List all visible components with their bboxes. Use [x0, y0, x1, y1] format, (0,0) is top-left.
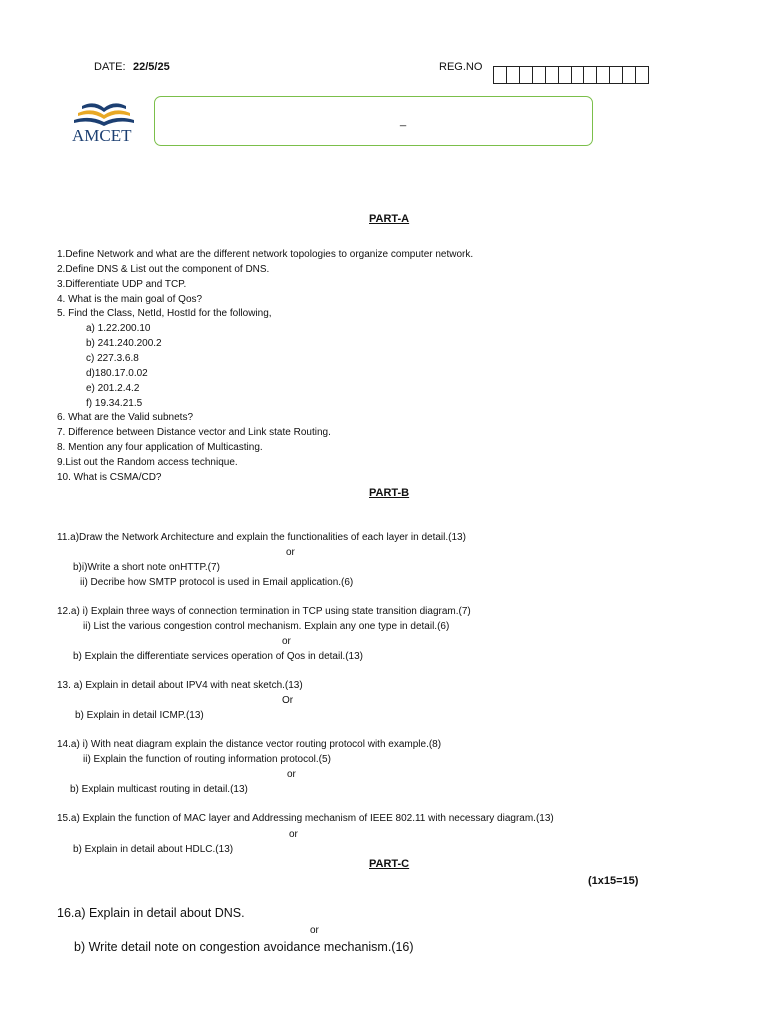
question-12a-ii: ii) List the various congestion control mechanism. Explain any one type in detail.(6): [83, 621, 450, 632]
logo-text: AMCET: [72, 126, 132, 145]
part-a-question-line: e) 201.2.4.2: [86, 382, 140, 394]
part-a-question-line: c) 227.3.6.8: [86, 352, 139, 364]
question-11a: 11.a)Draw the Network Architecture and explain the functionalities of each layer in detail.(13): [57, 532, 466, 543]
regno-digit-box[interactable]: [623, 67, 636, 83]
part-a-question-line: b) 241.240.200.2: [86, 338, 162, 350]
or-11: or: [286, 547, 295, 558]
date-value: 22/5/25: [133, 61, 170, 73]
or-16: or: [310, 925, 319, 936]
regno-digit-box[interactable]: [546, 67, 559, 83]
part-a-question-line: 10. What is CSMA/CD?: [57, 471, 162, 483]
regno-digit-box[interactable]: [597, 67, 610, 83]
question-14a-ii: ii) Explain the function of routing information protocol.(5): [83, 754, 331, 765]
part-c-marks: (1x15=15): [588, 875, 639, 887]
part-a-question-line: 8. Mention any four application of Multicasting.: [57, 442, 263, 454]
amcet-logo: [70, 100, 138, 150]
title-box-text: _: [400, 115, 407, 127]
date-label: DATE:: [94, 61, 126, 73]
part-a-question-line: 1.Define Network and what are the different network topologies to organize computer network.: [57, 249, 474, 260]
question-13a: 13. a) Explain in detail about IPV4 with neat sketch.(13): [57, 680, 303, 691]
regno-label: REG.NO: [439, 61, 483, 73]
part-a-question-line: 2.Define DNS & List out the component of DNS.: [57, 263, 270, 275]
question-12a-i: 12.a) i) Explain three ways of connection termination in TCP using state transition diagram.(7): [57, 606, 471, 617]
or-13: Or: [282, 695, 294, 706]
regno-digit-box[interactable]: [533, 67, 546, 83]
regno-digit-box[interactable]: [507, 67, 520, 83]
question-11b-ii: ii) Decribe how SMTP protocol is used in Email application.(6): [80, 577, 354, 588]
part-a-question-line: 7. Difference between Distance vector and Link state Routing.: [57, 427, 331, 439]
part-a-question-line: 3.Differentiate UDP and TCP.: [57, 278, 187, 290]
part-a-question-line: f) 19.34.21.5: [86, 397, 143, 409]
question-14a-i: 14.a) i) With neat diagram explain the distance vector routing protocol with example.(8): [57, 739, 442, 750]
part-a-question-line: 4. What is the main goal of Qos?: [57, 293, 203, 305]
question-16a: 16.a) Explain in detail about DNS.: [57, 906, 245, 920]
part-b-heading: PART-B: [369, 487, 410, 499]
part-a-question-line: d)180.17.0.02: [86, 367, 148, 379]
question-14b: b) Explain multicast routing in detail.(13): [70, 784, 248, 795]
question-15b: b) Explain in detail about HDLC.(13): [73, 844, 234, 855]
question-16b: b) Write detail note on congestion avoidance mechanism.(16): [74, 940, 414, 954]
regno-digit-box[interactable]: [636, 67, 648, 83]
question-12b: b) Explain the differentiate services operation of Qos in detail.(13): [73, 651, 363, 662]
question-13b: b) Explain in detail ICMP.(13): [75, 710, 204, 721]
regno-digit-box[interactable]: [559, 67, 572, 83]
part-a-question-line: a) 1.22.200.10: [86, 323, 151, 335]
regno-digit-box[interactable]: [520, 67, 533, 83]
part-a-question-line: 9.List out the Random access technique.: [57, 456, 238, 468]
or-14: or: [287, 769, 296, 780]
part-a-question-line: 6. What are the Valid subnets?: [57, 412, 194, 424]
or-15: or: [289, 829, 298, 840]
part-a-heading: PART-A: [369, 213, 410, 225]
regno-digit-box[interactable]: [610, 67, 623, 83]
regno-digit-box[interactable]: [494, 67, 507, 83]
regno-boxes[interactable]: [493, 66, 649, 84]
regno-digit-box[interactable]: [584, 67, 597, 83]
question-15a: 15.a) Explain the function of MAC layer and Addressing mechanism of IEEE 802.11 with necessary diagram.(13): [57, 813, 554, 824]
part-c-heading: PART-C: [369, 858, 410, 870]
title-box: [154, 96, 593, 146]
regno-digit-box[interactable]: [572, 67, 585, 83]
part-a-question-line: 5. Find the Class, NetId, HostId for the following,: [57, 308, 272, 320]
or-12: or: [282, 636, 291, 647]
question-11b-i: b)i)Write a short note onHTTP.(7): [73, 562, 220, 573]
